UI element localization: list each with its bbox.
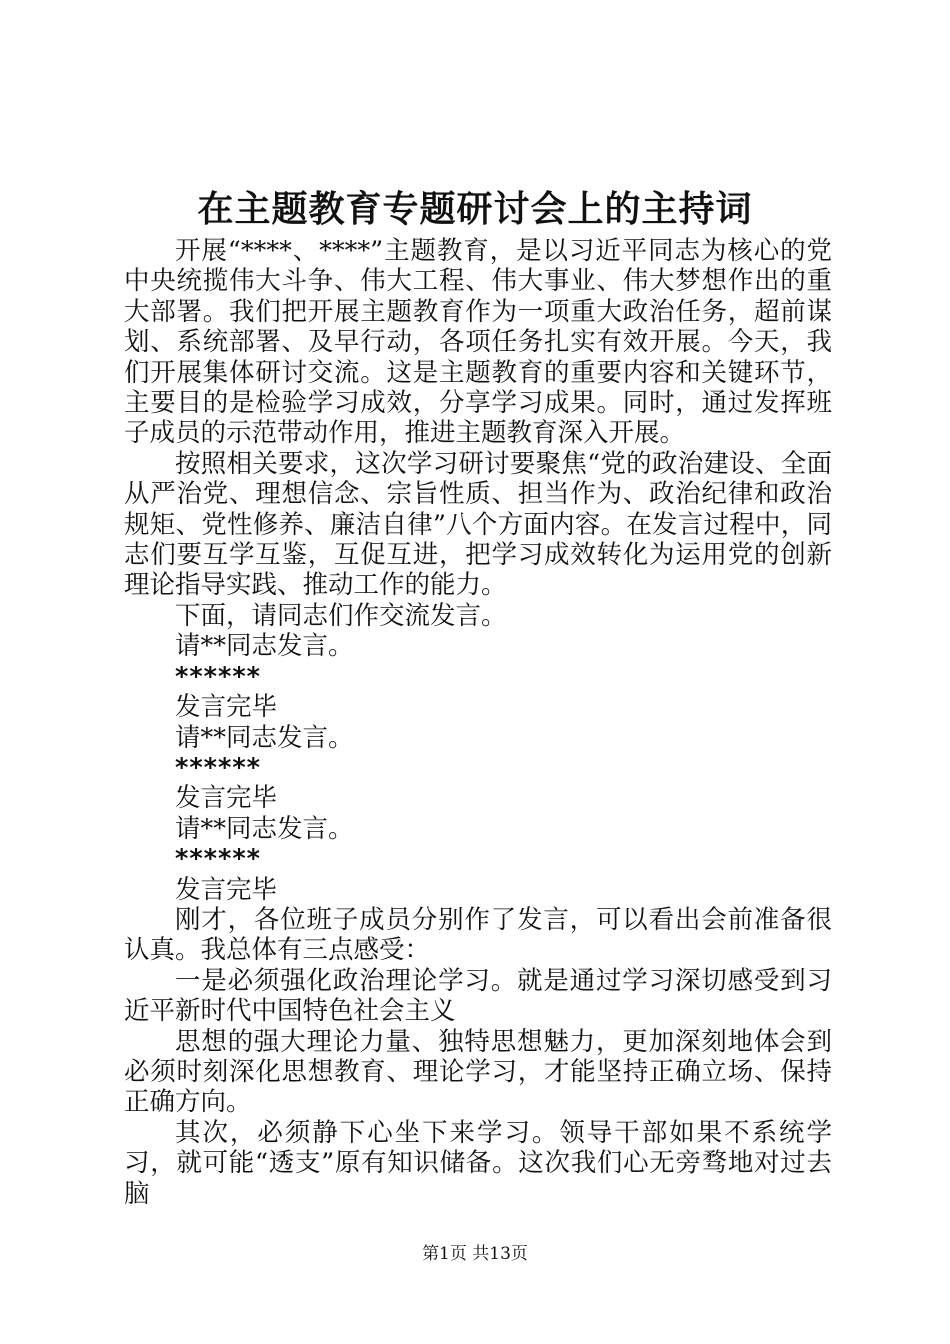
- speech-finished: 发言完毕: [175, 874, 278, 905]
- document-title: 在主题教育专题研讨会上的主持词: [197, 188, 753, 230]
- paragraph: 按照相关要求，这次学习研讨要聚焦“党的政治建设、全面从严治党、理想信念、宗旨性质、担当作为、政治纪律和政治规矩、党性修养、廉洁自律”八个方面内容。在发言过程中，同志们要互学互鉴，互促互进，把学习成效转化为运用党的创新理论指导实践、推动工作的能力。: [124, 448, 832, 601]
- page-footer: 第1页 共13页: [422, 1244, 528, 1264]
- speaker-call: 请**同志发言。: [175, 813, 354, 844]
- speaker-call: 请**同志发言。: [175, 631, 354, 662]
- paragraph: 一是必须强化政治理论学习。就是通过学习深切感受到习近平新时代中国特色社会主义: [124, 965, 832, 1027]
- placeholder-stars: ******: [175, 844, 262, 875]
- paragraph: 刚才，各位班子成员分别作了发言，可以看出会前准备很认真。我总体有三点感受：: [124, 904, 832, 966]
- speech-finished: 发言完毕: [175, 692, 278, 723]
- paragraph: 其次，必须静下心坐下来学习。领导干部如果不系统学习，就可能“透支”原有知识储备。这次我们心无旁骛地对过去脑: [124, 1117, 832, 1209]
- paragraph: 开展“****、****”主题教育，是以习近平同志为核心的党中央统揽伟大斗争、伟大工程、伟大事业、伟大梦想作出的重大部署。我们把开展主题教育作为一项重大政治任务，超前谋划、系统部署、及早行动，各项任务扎实有效开展。今天，我们开展集体研讨交流。这是主题教育的重要内容和关键环节，主要目的是检验学习成效，分享学习成果。同时，通过发挥班子成员的示范带动作用，推进主题教育深入开展。: [124, 236, 832, 449]
- document-body: [124, 236, 832, 1209]
- paragraph: 思想的强大理论力量、独特思想魅力，更加深刻地体会到必须时刻深化思想教育、理论学习，才能坚持正确立场、保持正确方向。: [124, 1026, 832, 1118]
- speaker-call: 请**同志发言。: [175, 722, 354, 753]
- speech-finished: 发言完毕: [175, 783, 278, 814]
- placeholder-stars: ******: [175, 661, 262, 692]
- placeholder-stars: ******: [175, 752, 262, 783]
- text-line: 下面，请同志们作交流发言。: [175, 600, 507, 631]
